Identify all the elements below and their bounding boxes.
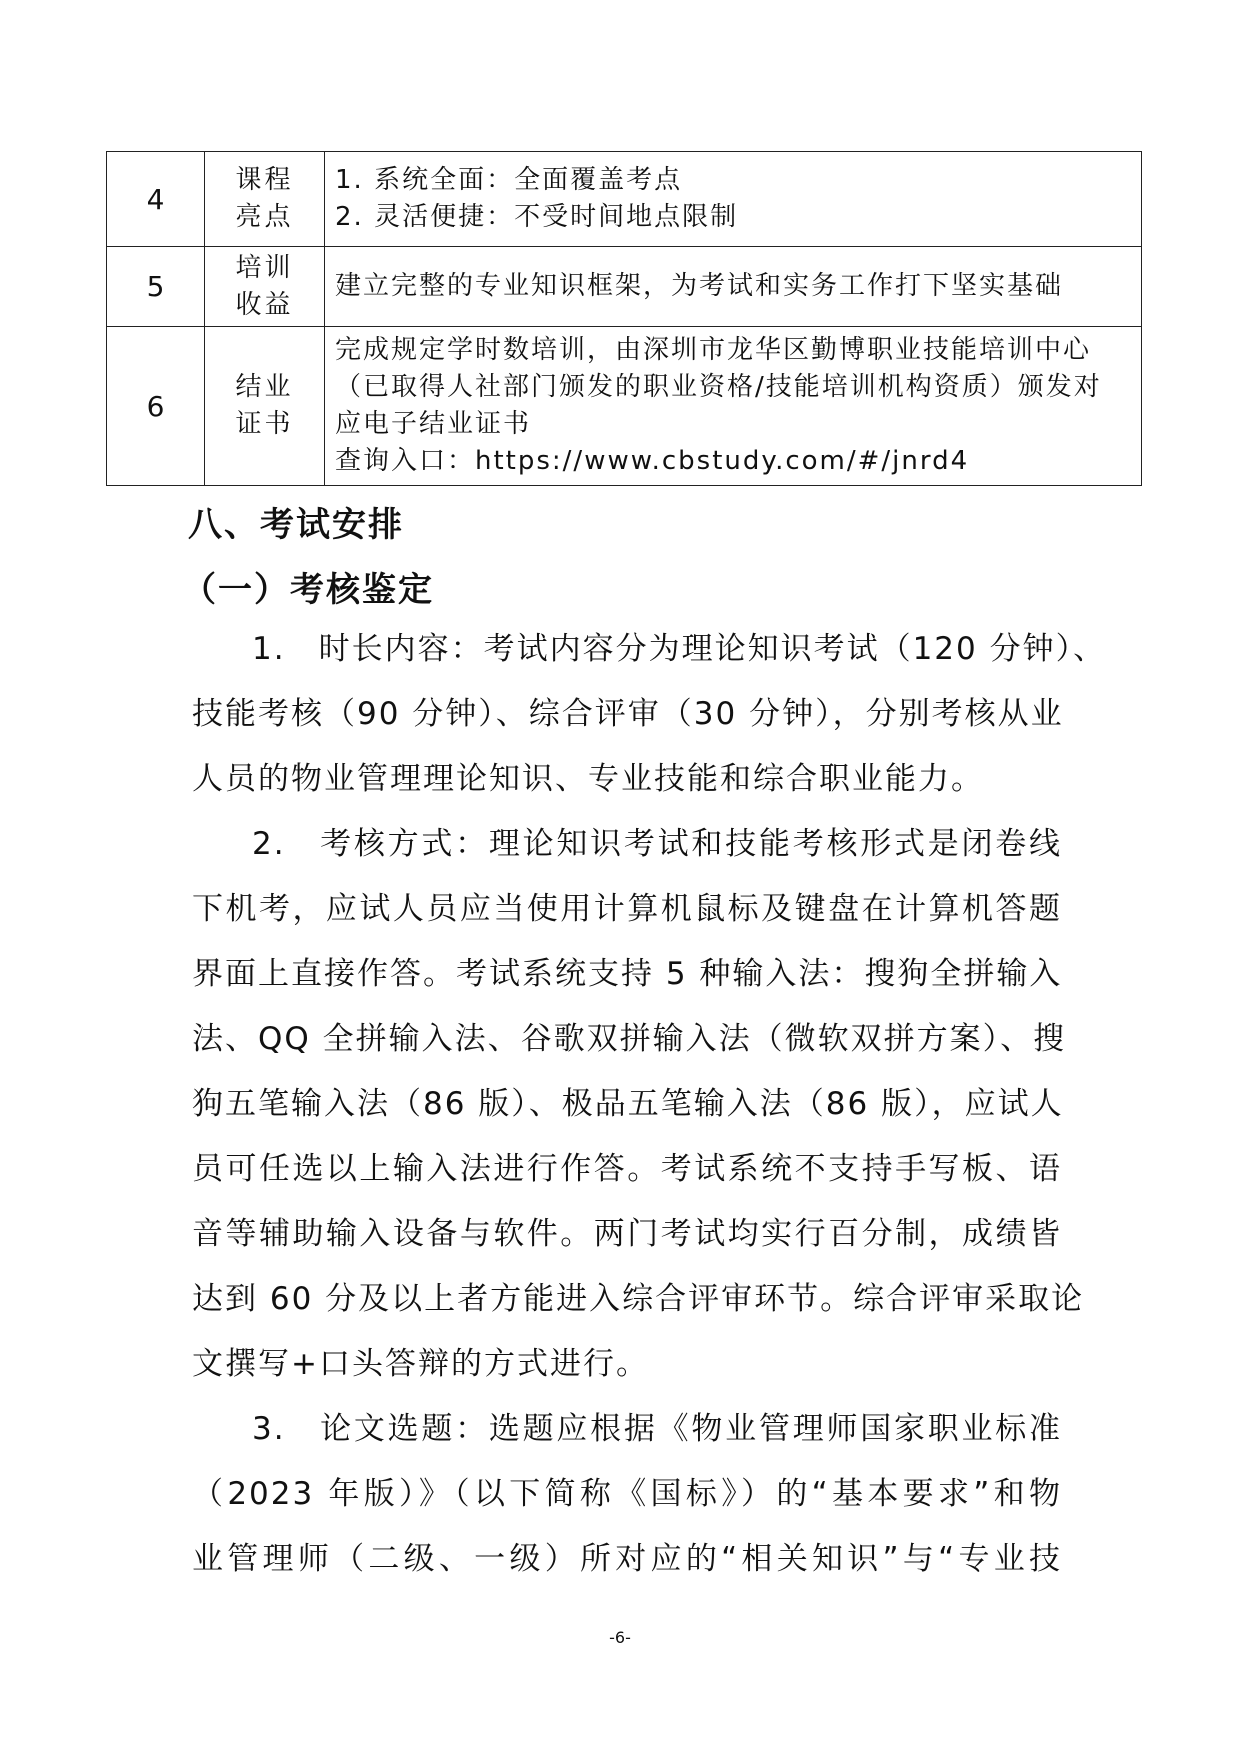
- body-line: 1. 时长内容：考试内容分为理论知识考试（120 分钟）、: [252, 631, 1107, 667]
- body-line: （2023 年版）》（以下简称《国标》）的“基本要求”和物: [192, 1476, 1062, 1512]
- body-line: 员可任选以上输入法进行作答。考试系统不支持手写板、语: [192, 1151, 1062, 1187]
- label-line: 收益: [235, 289, 294, 320]
- label-line: 亮点: [235, 202, 294, 232]
- label-line: 课程: [235, 165, 294, 195]
- body-line: 音等辅助输入设备与软件。两门考试均实行百分制，成绩皆: [192, 1216, 1062, 1252]
- body-line: 人员的物业管理理论知识、专业技能和综合职业能力。: [192, 761, 984, 797]
- label-line: 结业: [235, 372, 294, 402]
- body-line: 狗五笔输入法（86 版）、极品五笔输入法（86 版），应试人: [192, 1086, 1064, 1122]
- row-content: [325, 247, 1142, 327]
- query-link-line: 查询入口：https://www.cbstudy.com/#/jnrd4: [335, 446, 970, 476]
- row-label: [205, 247, 325, 327]
- course-info-table: [106, 151, 1142, 486]
- body-line: 法、QQ 全拼输入法、谷歌双拼输入法（微软双拼方案）、搜: [192, 1021, 1067, 1057]
- row-number: 6: [107, 327, 205, 486]
- body-text: [192, 617, 1107, 1592]
- row-content: [325, 152, 1142, 247]
- content-line: 1. 系统全面：全面覆盖考点: [335, 165, 683, 195]
- content-line: 应电子结业证书: [335, 409, 532, 439]
- body-line: 下机考，应试人员应当使用计算机鼠标及键盘在计算机答题: [192, 891, 1062, 927]
- section-heading: 八、考试安排: [188, 505, 404, 545]
- table-row: [107, 247, 1142, 327]
- content-line: 建立完整的专业知识框架，为考试和实务工作打下坚实基础: [335, 271, 1064, 301]
- body-line: 文撰写+口头答辩的方式进行。: [192, 1346, 649, 1382]
- content-line: 2. 灵活便捷：不受时间地点限制: [335, 202, 739, 232]
- body-line: 技能考核（90 分钟）、综合评审（30 分钟），分别考核从业: [192, 696, 1064, 732]
- row-label: [205, 327, 325, 486]
- content-line: （已取得人社部门颁发的职业资格/技能培训机构资质）颁发对: [335, 372, 1102, 402]
- row-content: [325, 327, 1142, 486]
- row-number: 4: [107, 152, 205, 247]
- label-line: 证书: [235, 409, 294, 439]
- row-label: [205, 152, 325, 247]
- body-line: 2. 考核方式：理论知识考试和技能考核形式是闭卷线: [252, 826, 1062, 862]
- body-line: 3. 论文选题：选题应根据《物业管理师国家职业标准: [252, 1411, 1062, 1447]
- page-number: -6-: [609, 1628, 631, 1647]
- body-line: 达到 60 分及以上者方能进入综合评审环节。综合评审采取论: [192, 1281, 1085, 1317]
- body-line: 界面上直接作答。考试系统支持 5 种输入法：搜狗全拼输入: [192, 956, 1063, 992]
- table-row: [107, 152, 1142, 247]
- table-row: [107, 327, 1142, 486]
- row-number: 5: [107, 247, 205, 327]
- content-line: 完成规定学时数培训，由深圳市龙华区勤博职业技能培训中心: [335, 335, 1092, 365]
- body-line: 业管理师（二级、一级）所对应的“相关知识”与“专业技: [192, 1541, 1062, 1577]
- subsection-heading: （一）考核鉴定: [182, 570, 434, 610]
- label-line: 培训: [235, 252, 294, 283]
